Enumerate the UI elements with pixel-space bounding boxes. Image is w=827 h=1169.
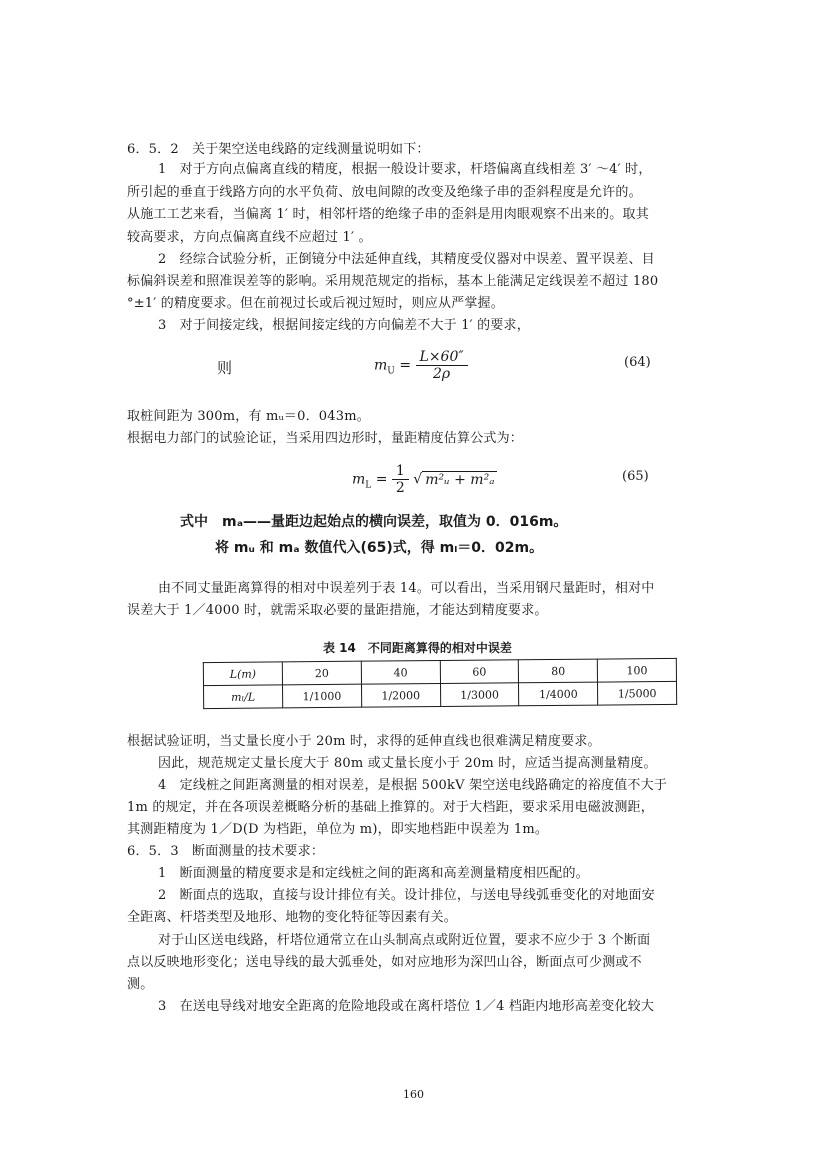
table-cell: 60 (440, 660, 519, 684)
table-title: 表 14 不同距离算得的相对中误差 (323, 641, 512, 655)
paragraph-line: 误差大于 1／4000 时，就需采取必要的量距措施，才能达到精度要求。 (127, 603, 548, 618)
table-cell: 1/4000 (519, 682, 598, 706)
table-cell: 1/5000 (598, 681, 677, 705)
paragraph-line: 其测距精度为 1／D(D 为档距，单位为 m)，即实地档距中误差为 1m。 (127, 822, 549, 837)
table-cell: 20 (282, 661, 361, 685)
section-heading-6-5-2: 6．5．2 关于架空送电线路的定线测量说明如下： (127, 142, 430, 157)
equation-64-fraction: $\frac{L\times 60''}{2\rho}$ (416, 349, 468, 382)
table-row-header: mₗ/L (204, 685, 283, 709)
equation-65 (127, 459, 697, 509)
table-row (204, 681, 677, 708)
paragraph-line: 3 在送电导线对地安全距离的危险地段或在离杆塔位 1／4 档距内地形高差变化较大 (158, 999, 655, 1014)
paragraph-line: 1 对于方向点偏离直线的精度，根据一般设计要求，杆塔偏离直线相差 3′ ～4′ 时， (158, 162, 652, 177)
paragraph-line: 2 断面点的选取，直接与设计排位有关。设计排位，与送电导线弧垂变化的对地面安 (158, 888, 655, 903)
paragraph-line: 测。 (127, 977, 154, 992)
equation-65-radicand: m²ᵤ + m²ₐ (422, 471, 497, 488)
substitution-result: 将 mᵤ 和 mₐ 数值代入(65)式，得 mₗ＝0．02m。 (215, 540, 544, 556)
table-cell: 1/1000 (283, 684, 362, 708)
table-row-header: L(m) (203, 662, 282, 686)
equation-65-body: $m_L$ = $\frac{1}{2}$ √ m²ᵤ + m²ₐ (352, 463, 497, 496)
page-number: 160 (403, 1088, 424, 1101)
paragraph-line: 较高要求，方向点偏离直线不应超过 1′ 。 (127, 230, 372, 245)
equation-number: (65) (622, 469, 649, 484)
paragraph-line: 2 经综合试验分析，正倒镜分中法延伸直线，其精度受仪器对中误差、置平误差、目 (158, 252, 655, 267)
paragraph-line: 1 断面测量的精度要求是和定线桩之间的距离和高差测量精度相匹配的。 (158, 866, 589, 881)
equation-lead-word: 则 (217, 359, 233, 377)
paragraph-line: 取桩间距为 300m，有 mᵤ＝0．043m。 (127, 409, 370, 424)
paragraph-line: 全距离、杆塔类型及地形、地物的变化特征等因素有关。 (127, 910, 458, 925)
table-cell: 100 (597, 658, 676, 682)
paragraph-line: 4 定线桩之间距离测量的相对误差，是根据 500kV 架空送电线路确定的裕度值不大于 (158, 778, 668, 793)
equation-65-fraction: $\frac{1}{2}$ (392, 463, 409, 496)
paragraph-line: 3 对于间接定线，根据间接定线的方向偏差不大于 1′ 的要求， (158, 318, 530, 333)
paragraph-line: 因此，规范规定丈量长度大于 80m 或丈量长度小于 20m 时，应适当提高测量精度。 (158, 756, 657, 771)
table-cell: 1/3000 (440, 683, 519, 707)
paragraph-line: 根据试验证明，当丈量长度小于 20m 时，求得的延伸直线也很难满足精度要求。 (127, 734, 601, 749)
table-14 (203, 658, 677, 709)
paragraph-line: 标偏斜误差和照准误差等的影响。采用规范规定的指标，基本上能满足定线误差不超过 180 (127, 274, 659, 289)
paragraph-line: 点以反映地形变化；送电导线的最大弧垂处，如对应地形为深凹山谷，断面点可少测或不 (127, 955, 642, 970)
table-cell: 80 (519, 659, 598, 683)
section-heading-6-5-3: 6．5．3 断面测量的技术要求： (127, 844, 325, 859)
equation-number: (64) (624, 355, 651, 370)
equation-64 (127, 343, 697, 393)
table-cell: 40 (361, 661, 440, 685)
paragraph-line: 所引起的垂直于线路方向的水平负荷、放电间隙的改变及绝缘子串的歪斜程度是允许的。 (127, 185, 642, 200)
table-cell: 1/2000 (361, 683, 440, 707)
paragraph-line: °±1′ 的精度要求。但在前视过长或后视过短时，则应从严掌握。 (127, 296, 504, 311)
paragraph-line: 由不同丈量距离算得的相对中误差列于表 14。可以看出，当采用钢尺量距时，相对中 (158, 581, 655, 596)
paragraph-line: 对于山区送电线路，杆塔位通常立在山头制高点或附近位置，要求不应少于 3 个断面 (158, 933, 651, 948)
paragraph-line: 根据电力部门的试验论证，当采用四边形时，量距精度估算公式为： (127, 431, 524, 446)
where-clause: 式中 mₐ——量距边起始点的横向误差，取值为 0．016m。 (180, 514, 568, 530)
paragraph-line: 从施工工艺来看，当偏离 1′ 时，相邻杆塔的绝缘子串的歪斜是用肉眼观察不出来的。取其 (127, 207, 649, 222)
paragraph-line: 1m 的规定，并在各项误差概略分析的基础上推算的。对于大档距，要求采用电磁波测距， (127, 800, 654, 815)
equation-64-body: $m_U$ = $\frac{L\times 60''}{2\rho}$ (374, 349, 468, 382)
